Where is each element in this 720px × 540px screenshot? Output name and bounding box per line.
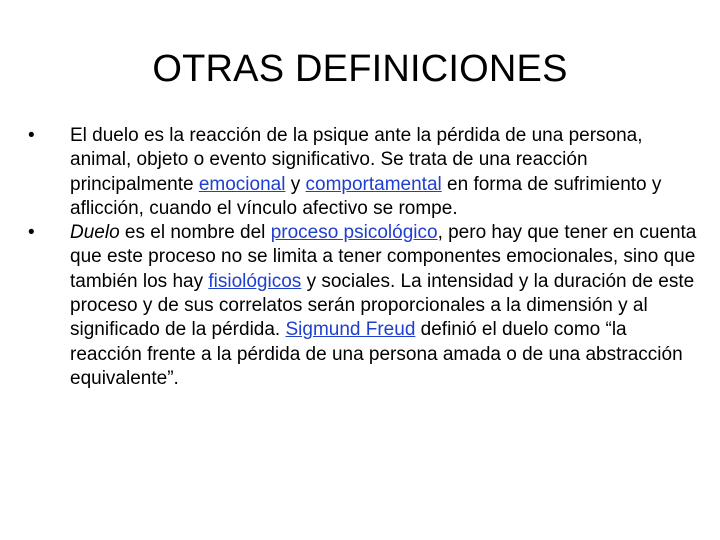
- link-proceso-psicologico[interactable]: proceso psicológico: [270, 222, 438, 244]
- link-sigmund-freud[interactable]: Sigmund Freud: [285, 319, 416, 341]
- bullet-1-text-a: El duelo es la reacción de la psique ante la pérdida de una persona, animal, objeto o evento significativo. Se trata de una reacción principalmente: [70, 125, 643, 195]
- bullet-item-2: [28, 221, 700, 391]
- bullet-2-text-c: y sociales. La intensidad y la duración de este proceso y de sus correlatos serán proporcionales a la dimensión y al significado de la pérdida.: [70, 270, 695, 341]
- bullet-1-text-b: y: [285, 173, 306, 195]
- bullet-2-text-d: definió el duelo como “la reacción frente a la pérdida de una persona amada o de una abstracción equivalente”.: [70, 319, 683, 389]
- link-fisiologicos[interactable]: fisiológicos: [208, 270, 302, 292]
- slide-title: OTRAS DEFINICIONES: [152, 48, 568, 90]
- slide-body: [28, 124, 700, 391]
- bullet-1-text-c: en forma de sufrimiento y aflicción, cuando el vínculo afectivo se rompe.: [70, 173, 662, 219]
- bullet-2-italic-term: Duelo: [70, 222, 120, 244]
- bullet-icon: •: [28, 222, 35, 244]
- bullet-2-text-b: , pero hay que tener en cuenta que este proceso no se limita a tener componentes emocionales, sino que también los hay: [70, 222, 697, 292]
- link-comportamental[interactable]: comportamental: [305, 173, 442, 195]
- link-emocional[interactable]: emocional: [198, 173, 286, 195]
- bullet-2-text-a: es el nombre del: [119, 222, 271, 244]
- bullet-icon: •: [28, 125, 35, 146]
- bullet-item-1: [28, 124, 700, 221]
